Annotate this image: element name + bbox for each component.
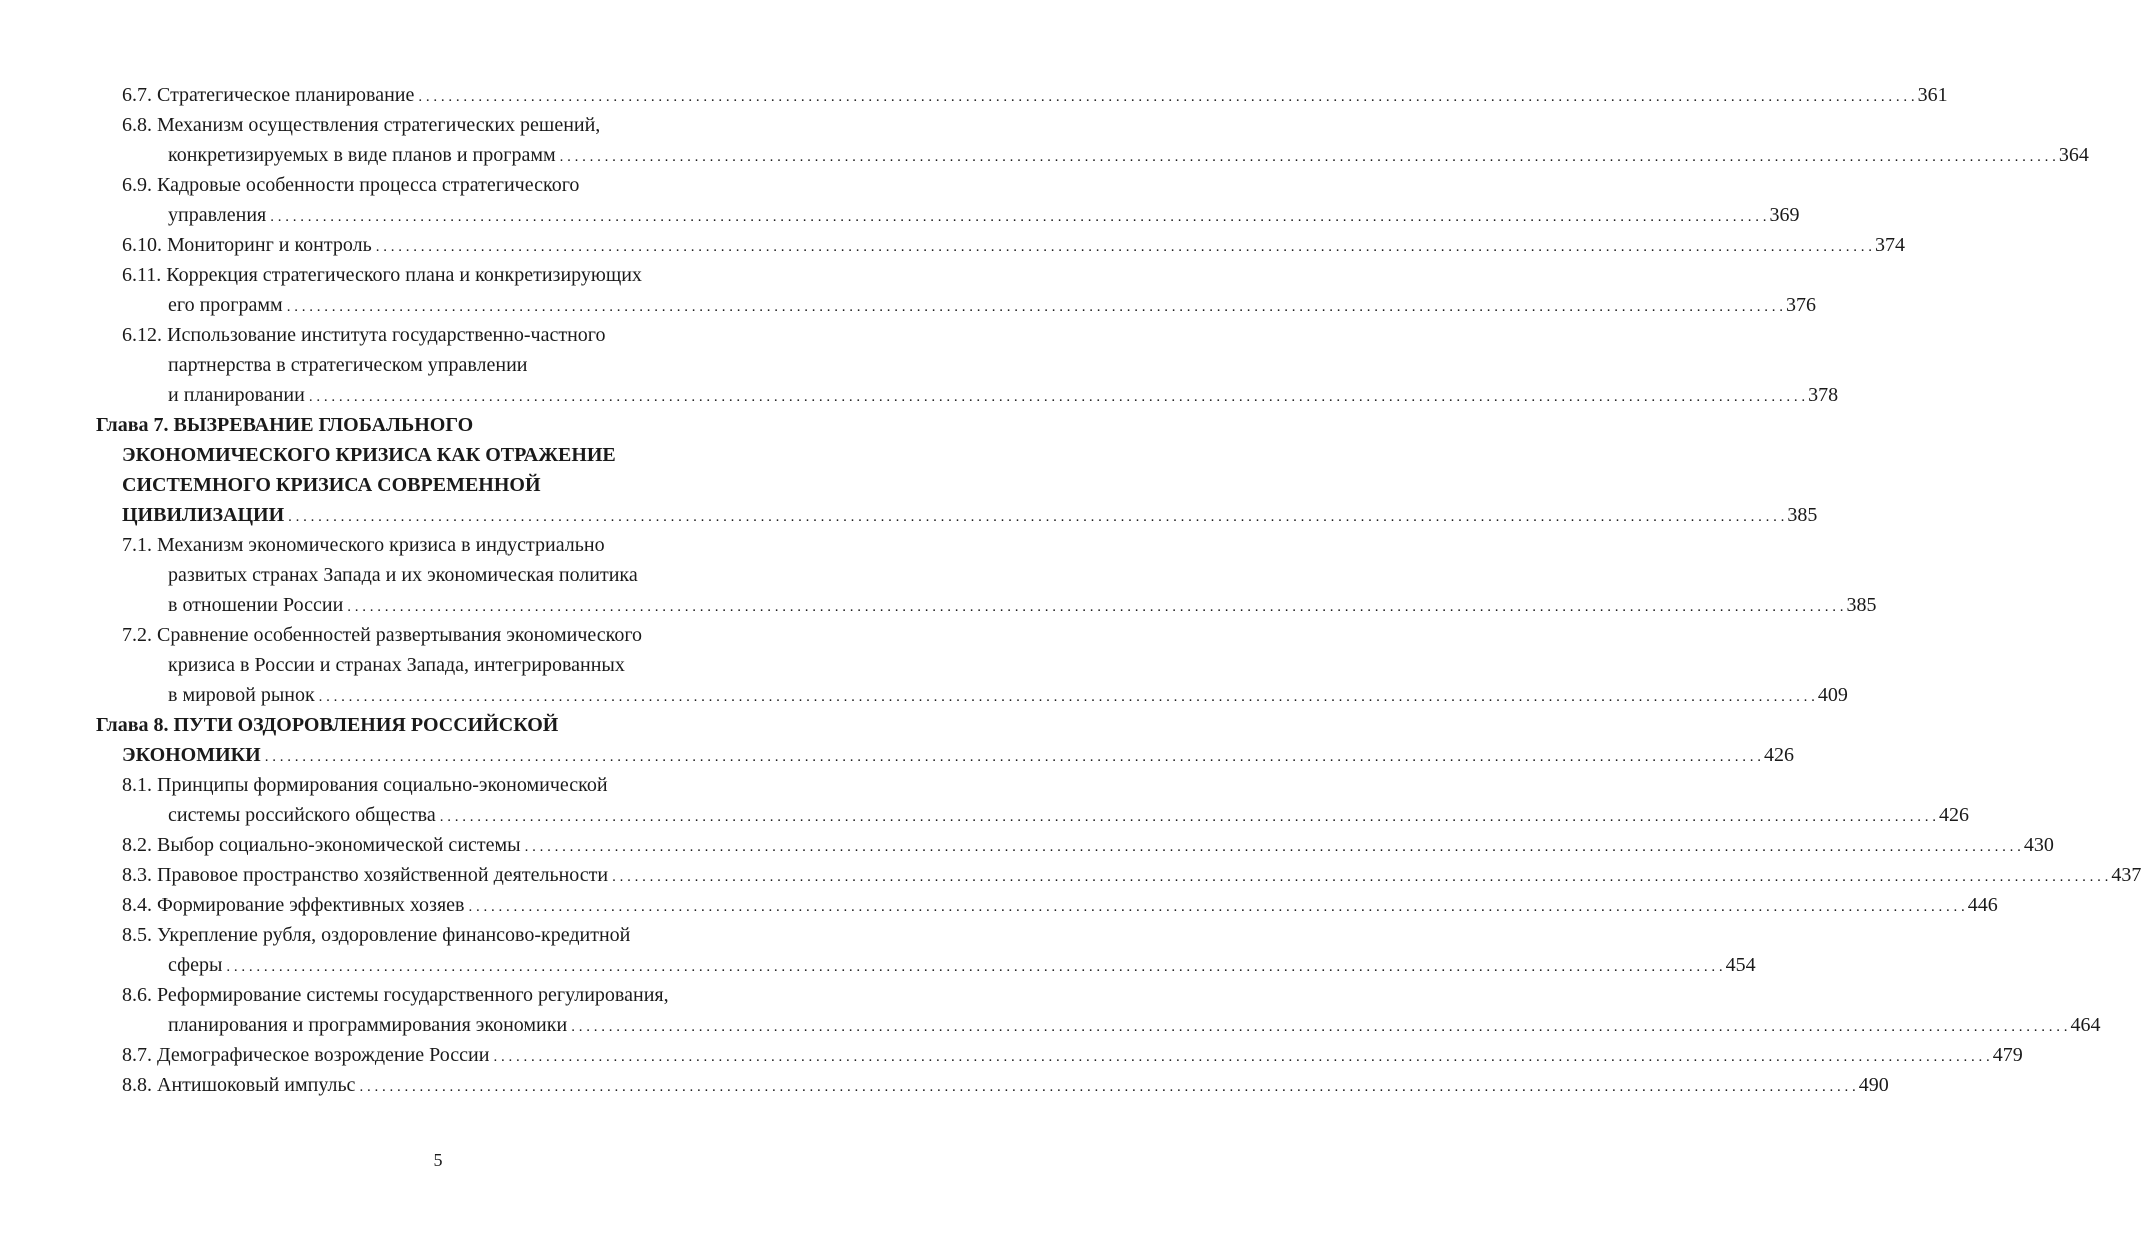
toc-section-entry — [0, 260, 1816, 320]
dot-leader: . . . . . . . . . . . . . . . . . . . . . . . . . . . . . . . . . . . . . . . . . . . . . . . . . . . . . . . . . . . . . . . . . . . . . . . . . . . . . . . . . . . . . . . . . . . . . . . . . . . . . . . . . . . . . . . . . . . . . . . . . . . . . . . . . . . . . . . . . . . . . . . . . . . . . . . . . . . . . . . . . . . . . . . . . . . . . . . . . . . . . . . . . . . . . . . . . . . . . . . . — [347, 599, 1844, 615]
toc-line — [0, 530, 780, 560]
toc-section-entry — [0, 320, 1839, 410]
toc-entry-title: 8.6. Реформирование системы государственного регулирования, — [122, 984, 669, 1006]
toc-entry-title: 6.8. Механизм осуществления стратегических решений, — [122, 114, 601, 136]
toc-line — [0, 380, 1839, 410]
toc-line — [0, 260, 780, 290]
toc-entry-title: в отношении России — [168, 594, 344, 616]
toc-section-entry — [0, 890, 1998, 920]
dot-leader: . . . . . . . . . . . . . . . . . . . . . . . . . . . . . . . . . . . . . . . . . . . . . . . . . . . . . . . . . . . . . . . . . . . . . . . . . . . . . . . . . . . . . . . . . . . . . . . . . . . . . . . . . . . . . . . . . . . . . . . . . . . . . . . . . . . . . . . . . . . . . . . . . . . . . . . . . . . . . . . . . . . . . . . . . . . . . . . . . . . . . . . . . . . . . . . . . . . . . . . . — [418, 89, 1915, 105]
dot-leader: . . . . . . . . . . . . . . . . . . . . . . . . . . . . . . . . . . . . . . . . . . . . . . . . . . . . . . . . . . . . . . . . . . . . . . . . . . . . . . . . . . . . . . . . . . . . . . . . . . . . . . . . . . . . . . . . . . . . . . . . . . . . . . . . . . . . . . . . . . . . . . . . . . . . . . . . . . . . . . . . . . . . . . . . . . . . . . . . . . . . . . . . . . . . . . . . . . . . . . . . — [264, 749, 1761, 765]
toc-entry-title: развитых странах Запада и их экономическая политика — [168, 564, 638, 586]
toc-page-number: 385 — [1846, 594, 1877, 616]
toc-section-entry — [0, 920, 1756, 980]
toc-entry-title: 6.11. Коррекция стратегического плана и конкретизирующих — [122, 264, 642, 286]
toc-line — [0, 470, 780, 500]
toc-entry-title: ЭКОНОМИКИ — [122, 744, 261, 766]
toc-page-number: 378 — [1808, 384, 1839, 406]
toc-section-entry — [0, 770, 1969, 830]
page-number: 5 — [433, 1150, 443, 1170]
toc-line — [0, 140, 2089, 170]
toc-line — [0, 620, 780, 650]
dot-leader: . . . . . . . . . . . . . . . . . . . . . . . . . . . . . . . . . . . . . . . . . . . . . . . . . . . . . . . . . . . . . . . . . . . . . . . . . . . . . . . . . . . . . . . . . . . . . . . . . . . . . . . . . . . . . . . . . . . . . . . . . . . . . . . . . . . . . . . . . . . . . . . . . . . . . . . . . . . . . . . . . . . . . . . . . . . . . . . . . . . . . . . . . . . . . . . . . . . . . . . . — [375, 239, 1872, 255]
toc-entry-title: 8.4. Формирование эффективных хозяев — [122, 894, 465, 916]
toc-entry-title: 6.12. Использование института государственно-частного — [122, 324, 606, 346]
toc-chapter-entry — [0, 710, 1794, 770]
toc-line — [0, 950, 1756, 980]
toc-page-number: 446 — [1967, 894, 1998, 916]
toc-line — [0, 860, 2141, 890]
toc-page-number: 376 — [1785, 294, 1816, 316]
toc-line — [0, 1010, 2101, 1040]
toc-line — [0, 440, 780, 470]
toc-line — [0, 980, 780, 1010]
toc-entry-title: конкретизируемых в виде планов и программ — [168, 144, 556, 166]
toc-page-number: 490 — [1858, 1074, 1889, 1096]
toc-page-number: 426 — [1938, 804, 1969, 826]
toc-entry-title: 8.3. Правовое пространство хозяйственной деятельности — [122, 864, 609, 886]
toc-line — [0, 830, 2054, 860]
toc-section-entry — [0, 110, 2089, 170]
dot-leader: . . . . . . . . . . . . . . . . . . . . . . . . . . . . . . . . . . . . . . . . . . . . . . . . . . . . . . . . . . . . . . . . . . . . . . . . . . . . . . . . . . . . . . . . . . . . . . . . . . . . . . . . . . . . . . . . . . . . . . . . . . . . . . . . . . . . . . . . . . . . . . . . . . . . . . . . . . . . . . . . . . . . . . . . . . . . . . . . . . . . . . . . . . . . . . . . . . . . . . . . — [559, 149, 2056, 165]
dot-leader: . . . . . . . . . . . . . . . . . . . . . . . . . . . . . . . . . . . . . . . . . . . . . . . . . . . . . . . . . . . . . . . . . . . . . . . . . . . . . . . . . . . . . . . . . . . . . . . . . . . . . . . . . . . . . . . . . . . . . . . . . . . . . . . . . . . . . . . . . . . . . . . . . . . . . . . . . . . . . . . . . . . . . . . . . . . . . . . . . . . . . . . . . . . . . . . . . . . . . . . . — [270, 209, 1767, 225]
toc-line — [0, 230, 1905, 260]
toc-entry-title: планирования и программирования экономики — [168, 1014, 568, 1036]
dot-leader: . . . . . . . . . . . . . . . . . . . . . . . . . . . . . . . . . . . . . . . . . . . . . . . . . . . . . . . . . . . . . . . . . . . . . . . . . . . . . . . . . . . . . . . . . . . . . . . . . . . . . . . . . . . . . . . . . . . . . . . . . . . . . . . . . . . . . . . . . . . . . . . . . . . . . . . . . . . . . . . . . . . . . . . . . . . . . . . . . . . . . . . . . . . . . . . . . . . . . . . . — [468, 899, 1965, 915]
dot-leader: . . . . . . . . . . . . . . . . . . . . . . . . . . . . . . . . . . . . . . . . . . . . . . . . . . . . . . . . . . . . . . . . . . . . . . . . . . . . . . . . . . . . . . . . . . . . . . . . . . . . . . . . . . . . . . . . . . . . . . . . . . . . . . . . . . . . . . . . . . . . . . . . . . . . . . . . . . . . . . . . . . . . . . . . . . . . . . . . . . . . . . . . . . . . . . . . . . . . . . . . — [571, 1019, 2068, 1035]
toc-entry-title: Глава 7. ВЫЗРЕВАНИЕ ГЛОБАЛЬНОГО — [96, 414, 474, 436]
toc-line — [0, 350, 780, 380]
toc-entry-title: его программ — [168, 294, 283, 316]
dot-leader: . . . . . . . . . . . . . . . . . . . . . . . . . . . . . . . . . . . . . . . . . . . . . . . . . . . . . . . . . . . . . . . . . . . . . . . . . . . . . . . . . . . . . . . . . . . . . . . . . . . . . . . . . . . . . . . . . . . . . . . . . . . . . . . . . . . . . . . . . . . . . . . . . . . . . . . . . . . . . . . . . . . . . . . . . . . . . . . . . . . . . . . . . . . . . . . . . . . . . . . . — [308, 389, 1806, 405]
table-of-contents — [0, 80, 2141, 1100]
toc-entry-title: 6.7. Стратегическое планирование — [122, 84, 415, 106]
dot-leader: . . . . . . . . . . . . . . . . . . . . . . . . . . . . . . . . . . . . . . . . . . . . . . . . . . . . . . . . . . . . . . . . . . . . . . . . . . . . . . . . . . . . . . . . . . . . . . . . . . . . . . . . . . . . . . . . . . . . . . . . . . . . . . . . . . . . . . . . . . . . . . . . . . . . . . . . . . . . . . . . . . . . . . . . . . . . . . . . . . . . . . . . . . . . . . . . . . . . . . . . — [493, 1049, 1990, 1065]
toc-entry-title: кризиса в России и странах Запада, интегрированных — [168, 654, 625, 676]
toc-entry-title: партнерства в стратегическом управлении — [168, 354, 528, 376]
toc-line — [0, 1070, 1889, 1100]
dot-leader: . . . . . . . . . . . . . . . . . . . . . . . . . . . . . . . . . . . . . . . . . . . . . . . . . . . . . . . . . . . . . . . . . . . . . . . . . . . . . . . . . . . . . . . . . . . . . . . . . . . . . . . . . . . . . . . . . . . . . . . . . . . . . . . . . . . . . . . . . . . . . . . . . . . . . . . . . . . . . . . . . . . . . . . . . . . . . . . . . . . . . . . . . . . . . . . . . . . . . . . . — [318, 689, 1815, 705]
toc-line — [0, 80, 1948, 110]
toc-section-entry — [0, 830, 2054, 860]
toc-entry-title: 8.2. Выбор социально-экономической системы — [122, 834, 521, 856]
toc-page-number: 361 — [1917, 84, 1948, 106]
toc-line — [0, 1040, 2023, 1070]
toc-line — [0, 170, 780, 200]
dot-leader: . . . . . . . . . . . . . . . . . . . . . . . . . . . . . . . . . . . . . . . . . . . . . . . . . . . . . . . . . . . . . . . . . . . . . . . . . . . . . . . . . . . . . . . . . . . . . . . . . . . . . . . . . . . . . . . . . . . . . . . . . . . . . . . . . . . . . . . . . . . . . . . . . . . . . . . . . . . . . . . . . . . . . . . . . . . . . . . . . . . . . . . . . . . . . . . . . . . . . . . . — [612, 869, 2109, 885]
toc-page-number: 464 — [2070, 1014, 2101, 1036]
toc-line — [0, 770, 780, 800]
toc-section-entry — [0, 620, 1848, 710]
toc-line — [0, 710, 780, 740]
toc-section-entry — [0, 980, 2101, 1040]
toc-line — [0, 800, 1969, 830]
toc-page-number: 426 — [1763, 744, 1794, 766]
toc-entry-title: 7.2. Сравнение особенностей развертывания экономического — [122, 624, 643, 646]
toc-line — [0, 500, 1818, 530]
toc-section-entry — [0, 80, 1948, 110]
toc-line — [0, 650, 780, 680]
toc-line — [0, 410, 780, 440]
toc-page-number: 364 — [2058, 144, 2089, 166]
toc-entry-title: 8.7. Демографическое возрождение России — [122, 1044, 490, 1066]
dot-leader: . . . . . . . . . . . . . . . . . . . . . . . . . . . . . . . . . . . . . . . . . . . . . . . . . . . . . . . . . . . . . . . . . . . . . . . . . . . . . . . . . . . . . . . . . . . . . . . . . . . . . . . . . . . . . . . . . . . . . . . . . . . . . . . . . . . . . . . . . . . . . . . . . . . . . . . . . . . . . . . . . . . . . . . . . . . . . . . . . . . . . . . . . . . . . . . . . . . . . . . . — [359, 1079, 1856, 1095]
toc-chapter-entry — [0, 410, 1818, 530]
dot-leader: . . . . . . . . . . . . . . . . . . . . . . . . . . . . . . . . . . . . . . . . . . . . . . . . . . . . . . . . . . . . . . . . . . . . . . . . . . . . . . . . . . . . . . . . . . . . . . . . . . . . . . . . . . . . . . . . . . . . . . . . . . . . . . . . . . . . . . . . . . . . . . . . . . . . . . . . . . . . . . . . . . . . . . . . . . . . . . . . . . . . . . . . . . . . . . . . . . . . . . . . — [288, 509, 1785, 525]
toc-entry-title: системы российского общества — [168, 804, 436, 826]
toc-entry-title: 7.1. Механизм экономического кризиса в индустриально — [122, 534, 605, 556]
toc-line — [0, 680, 1848, 710]
toc-entry-title: 6.10. Мониторинг и контроль — [122, 234, 372, 256]
toc-section-entry — [0, 860, 2141, 890]
toc-line — [0, 590, 1877, 620]
toc-section-entry — [0, 530, 1877, 620]
toc-page-number: 374 — [1874, 234, 1905, 256]
dot-leader: . . . . . . . . . . . . . . . . . . . . . . . . . . . . . . . . . . . . . . . . . . . . . . . . . . . . . . . . . . . . . . . . . . . . . . . . . . . . . . . . . . . . . . . . . . . . . . . . . . . . . . . . . . . . . . . . . . . . . . . . . . . . . . . . . . . . . . . . . . . . . . . . . . . . . . . . . . . . . . . . . . . . . . . . . . . . . . . . . . . . . . . . . . . . . . . . . . . . . . . . — [286, 299, 1783, 315]
toc-line — [0, 920, 780, 950]
toc-line — [0, 290, 1816, 320]
toc-entry-title: ЭКОНОМИЧЕСКОГО КРИЗИСА КАК ОТРАЖЕНИЕ — [122, 444, 616, 466]
dot-leader: . . . . . . . . . . . . . . . . . . . . . . . . . . . . . . . . . . . . . . . . . . . . . . . . . . . . . . . . . . . . . . . . . . . . . . . . . . . . . . . . . . . . . . . . . . . . . . . . . . . . . . . . . . . . . . . . . . . . . . . . . . . . . . . . . . . . . . . . . . . . . . . . . . . . . . . . . . . . . . . . . . . . . . . . . . . . . . . . . . . . . . . . . . . . . . . . . . . . . . . . — [439, 809, 1936, 825]
toc-section-entry — [0, 230, 1905, 260]
toc-line — [0, 200, 1800, 230]
toc-line — [0, 320, 780, 350]
dot-leader: . . . . . . . . . . . . . . . . . . . . . . . . . . . . . . . . . . . . . . . . . . . . . . . . . . . . . . . . . . . . . . . . . . . . . . . . . . . . . . . . . . . . . . . . . . . . . . . . . . . . . . . . . . . . . . . . . . . . . . . . . . . . . . . . . . . . . . . . . . . . . . . . . . . . . . . . . . . . . . . . . . . . . . . . . . . . . . . . . . . . . . . . . . . . . . . . . . . . . . . . — [226, 959, 1723, 975]
toc-entry-title: СИСТЕМНОГО КРИЗИСА СОВРЕМЕННОЙ — [122, 474, 541, 496]
toc-section-entry — [0, 1070, 1889, 1100]
toc-line — [0, 890, 1998, 920]
toc-page-number: 369 — [1769, 204, 1800, 226]
toc-section-entry — [0, 1040, 2023, 1070]
toc-entry-title: управления — [168, 204, 267, 226]
toc-entry-title: Глава 8. ПУТИ ОЗДОРОВЛЕНИЯ РОССИЙСКОЙ — [96, 714, 559, 736]
toc-entry-title: 8.8. Антишоковый импульс — [122, 1074, 356, 1096]
toc-entry-title: ЦИВИЛИЗАЦИИ — [122, 504, 285, 526]
toc-page-number: 437 — [2111, 864, 2141, 886]
toc-entry-title: сферы — [168, 954, 223, 976]
toc-entry-title: в мировой рынок — [168, 684, 315, 706]
toc-entry-title: 8.5. Укрепление рубля, оздоровление финансово-кредитной — [122, 924, 631, 946]
toc-entry-title: и планировании — [168, 384, 305, 406]
toc-page-number: 454 — [1725, 954, 1756, 976]
toc-page-number: 385 — [1787, 504, 1818, 526]
toc-page-number: 409 — [1817, 684, 1848, 706]
toc-line — [0, 560, 780, 590]
dot-leader: . . . . . . . . . . . . . . . . . . . . . . . . . . . . . . . . . . . . . . . . . . . . . . . . . . . . . . . . . . . . . . . . . . . . . . . . . . . . . . . . . . . . . . . . . . . . . . . . . . . . . . . . . . . . . . . . . . . . . . . . . . . . . . . . . . . . . . . . . . . . . . . . . . . . . . . . . . . . . . . . . . . . . . . . . . . . . . . . . . . . . . . . . . . . . . . . . . . . . . . . — [524, 839, 2021, 855]
toc-section-entry — [0, 170, 1800, 230]
toc-entry-title: 6.9. Кадровые особенности процесса стратегического — [122, 174, 580, 196]
toc-page-number: 430 — [2023, 834, 2054, 856]
toc-line — [0, 110, 780, 140]
toc-entry-title: 8.1. Принципы формирования социально-экономической — [122, 774, 608, 796]
toc-line — [0, 740, 1794, 770]
toc-page-number: 479 — [1992, 1044, 2023, 1066]
